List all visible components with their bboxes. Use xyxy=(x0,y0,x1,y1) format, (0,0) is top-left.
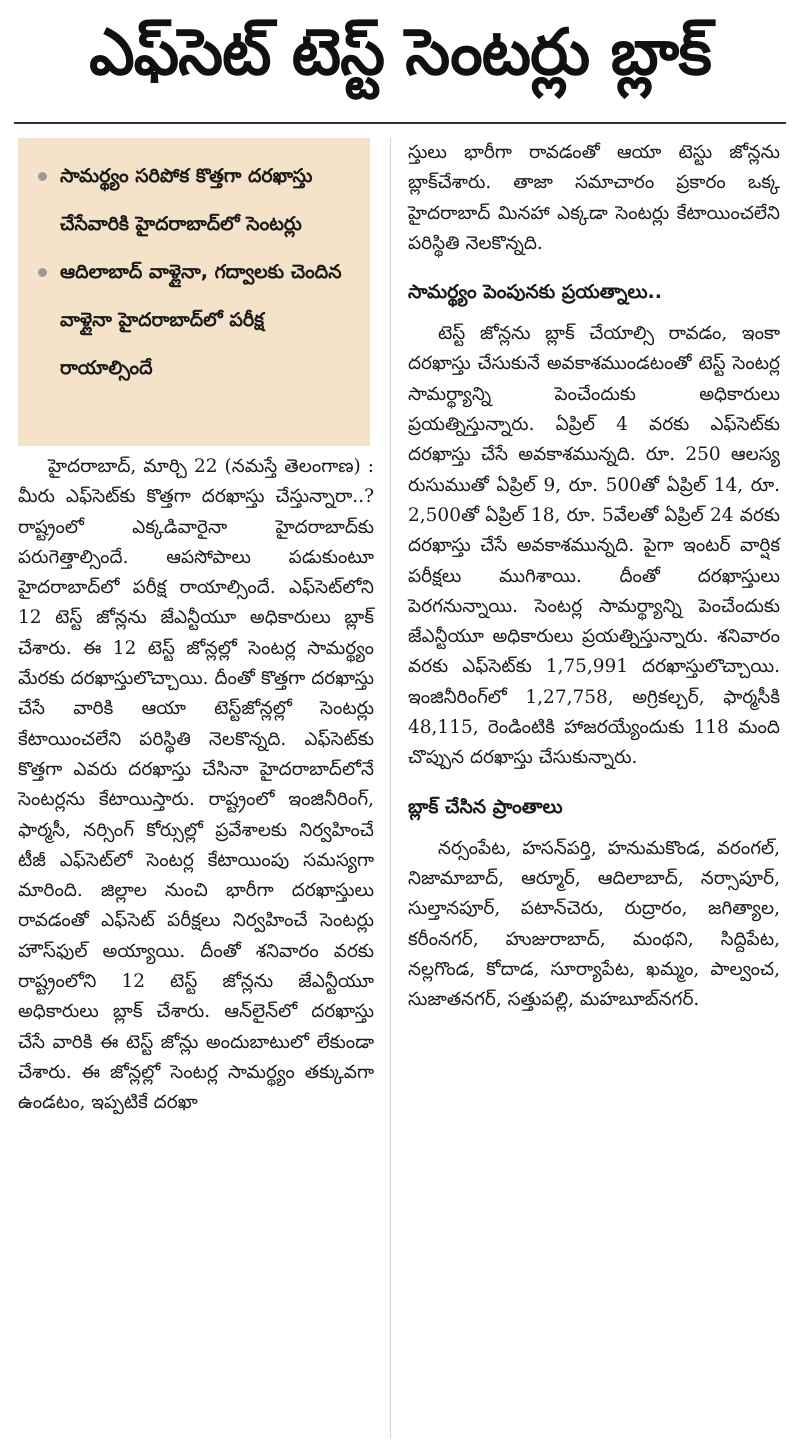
bullet-icon xyxy=(38,268,47,277)
highlight-text: ఆదిలాబాద్ వాళ్లైనా, గద్వాలకు చెందిన వాళ్లైనా హైదరాబాద్‌లో పరీక్ష రాయాల్సిందే xyxy=(60,261,342,379)
headline-rule xyxy=(14,122,786,124)
highlight-text: సామర్థ్యం సరిపోక కొత్తగా దరఖాస్తు చేసేవారికి హైదరాబాద్‌లో సెంటర్లు xyxy=(60,165,313,235)
highlight-item xyxy=(34,248,356,392)
left-column xyxy=(18,452,374,1119)
body-paragraph: స్తులు భారీగా రావడంతో ఆయా టెస్టు జోన్లను బ్లాక్‌చేశారు. తాజా సమాచారం ప్రకారం ఒక్క హైదరాబాద్ మినహా ఎక్కడా సెంటర్లు కేటాయించలేని పరిస్థితి నెలకొన్నది. xyxy=(408,142,780,254)
highlight-item xyxy=(34,152,356,248)
blocked-places-list: నర్సంపేట, హసన్‌పర్తి, హనుమకొండ, వరంగల్, నిజామాబాద్, ఆర్మూర్, ఆదిలాబాద్, నర్సాపూర్, సుల్తానపూర్, పటాన్‌చెరు, రుద్రారం, జగిత్యాల, కరీంనగర్, హుజురాబాద్, మంథని, సిద్దిపేట, నల్లగొండ, కోదాడ, సూర్యాపేట, ఖమ్మం, పాల్వంచ, సుజాతనగర్, సత్తుపల్లి, మహబూబ్‌నగర్. xyxy=(408,837,780,1011)
section-heading: సామర్థ్యం పెంపునకు ప్రయత్నాలు.. xyxy=(408,281,662,304)
right-column xyxy=(408,138,780,1015)
body-paragraph: హైదరాబాద్, మార్చి 22 (నమస్తే తెలంగాణ) : మీరు ఎఫ్‌సెట్‌కు కొత్తగా దరఖాస్తు చేస్తున్నారా..? రాష్ట్రంలో ఎక్కడివారైనా హైదరాబాద్‌కు పరుగెత్తాల్సిందే. ఆపసోపాలు పడుకుంటూ హైదరాబాద్‌లో పరీక్ష రాయాల్సిందే. ఎఫ్‌సెట్‌లోని 12 టెస్ట్ జోన్లను జేఎన్టీయూ అధికారులు బ్లాక్ చేశారు. ఈ 12 టెస్ట్ జోన్లల్లో సెంటర్ల సామర్థ్యం మేరకు దరఖాస్తులొచ్చాయి. దీంతో కొత్తగా దరఖాస్తు చేసే వారికి ఆయా టెస్ట్‌జోన్లల్లో సెంటర్లు కేటాయించలేని పరిస్థితి నెలకొన్నది. ఎఫ్‌సెట్‌కు కొత్తగా ఎవరు దరఖాస్తు చేసినా హైదరాబాద్‌లోనే సెంటర్లను కేటాయిస్తారు. రాష్ట్రంలో ఇంజినీరింగ్, ఫార్మసీ, నర్సింగ్ కోర్సుల్లో ప్రవేశాలకు నిర్వహించే టీజీ ఎఫ్‌సెట్‌లో సెంటర్ల కేటాయింపు సమస్యగా మారింది. జిల్లాల నుంచి భారీగా దరఖాస్తులు రావడంతో ఎఫ్‌సెట్ పరీక్షలు నిర్వహించే సెంటర్లు హౌస్‌ఫుల్ అయ్యాయి. దీంతో శనివారం వరకు రాష్ట్రంలోని 12 టెస్ట్ జోన్లను జేఎన్టీయూ అధికారులు బ్లాక్ చేశారు. ఆన్‌లైన్‌లో దరఖాస్తు చేసే వారికి ఈ టెస్ట్ జోన్లు అందుబాటులో లేకుండా చేశారు. ఈ జోన్లల్లో సెంటర్ల సామర్థ్యం తక్కువగా ఉండటం, ఇప్పటికే దరఖా xyxy=(18,456,374,1114)
body-paragraph: టెస్ట్ జోన్లను బ్లాక్ చేయాల్సి రావడం, ఇంకా దరఖాస్తు చేసుకునే అవకాశముండటంతో టెస్ట్ సెంటర్ల సామర్థ్యాన్ని పెంచేందుకు అధికారులు ప్రయత్నిస్తున్నారు. ఏప్రిల్ 4 వరకు ఎఫ్‌సెట్‌కు దరఖాస్తు చేసే అవకాశమున్నది. రూ. 250 ఆలస్య రుసుముతో ఏప్రిల్ 9, రూ. 500తో ఏప్రిల్ 14, రూ. 2,500తో ఏప్రిల్ 18, రూ. 5వేలతో ఏప్రిల్ 24 వరకు దరఖాస్తు చేసే అవకాశమున్నది. పైగా ఇంటర్ వార్షిక పరీక్షలు ముగిశాయి. దీంతో దరఖాస్తులు పెరగనున్నాయి. సెంటర్ల సామర్థ్యాన్ని పెంచేందుకు జేఎన్టీయూ అధికారులు ప్రయత్నిస్తున్నారు. శనివారం వరకు ఎఫ్‌సెట్‌కు 1,75,991 దరఖాస్తులొచ్చాయి. ఇంజినీరింగ్‌లో 1,27,758, అగ్రికల్చర్, ఫార్మసీకి 48,115, రెండింటికి హాజరయ్యేందుకు 118 మంది చొప్పున దరఖాస్తు చేసుకున్నారు. xyxy=(408,323,780,769)
headline: ఎఫ్‌సెట్ టెస్ట్ సెంటర్లు బ్లాక్ xyxy=(89,15,711,90)
column-divider xyxy=(390,138,391,1438)
bullet-icon xyxy=(38,172,47,181)
section-heading: బ్లాక్ చేసిన ప్రాంతాలు xyxy=(408,795,563,818)
highlights-box xyxy=(18,138,370,446)
